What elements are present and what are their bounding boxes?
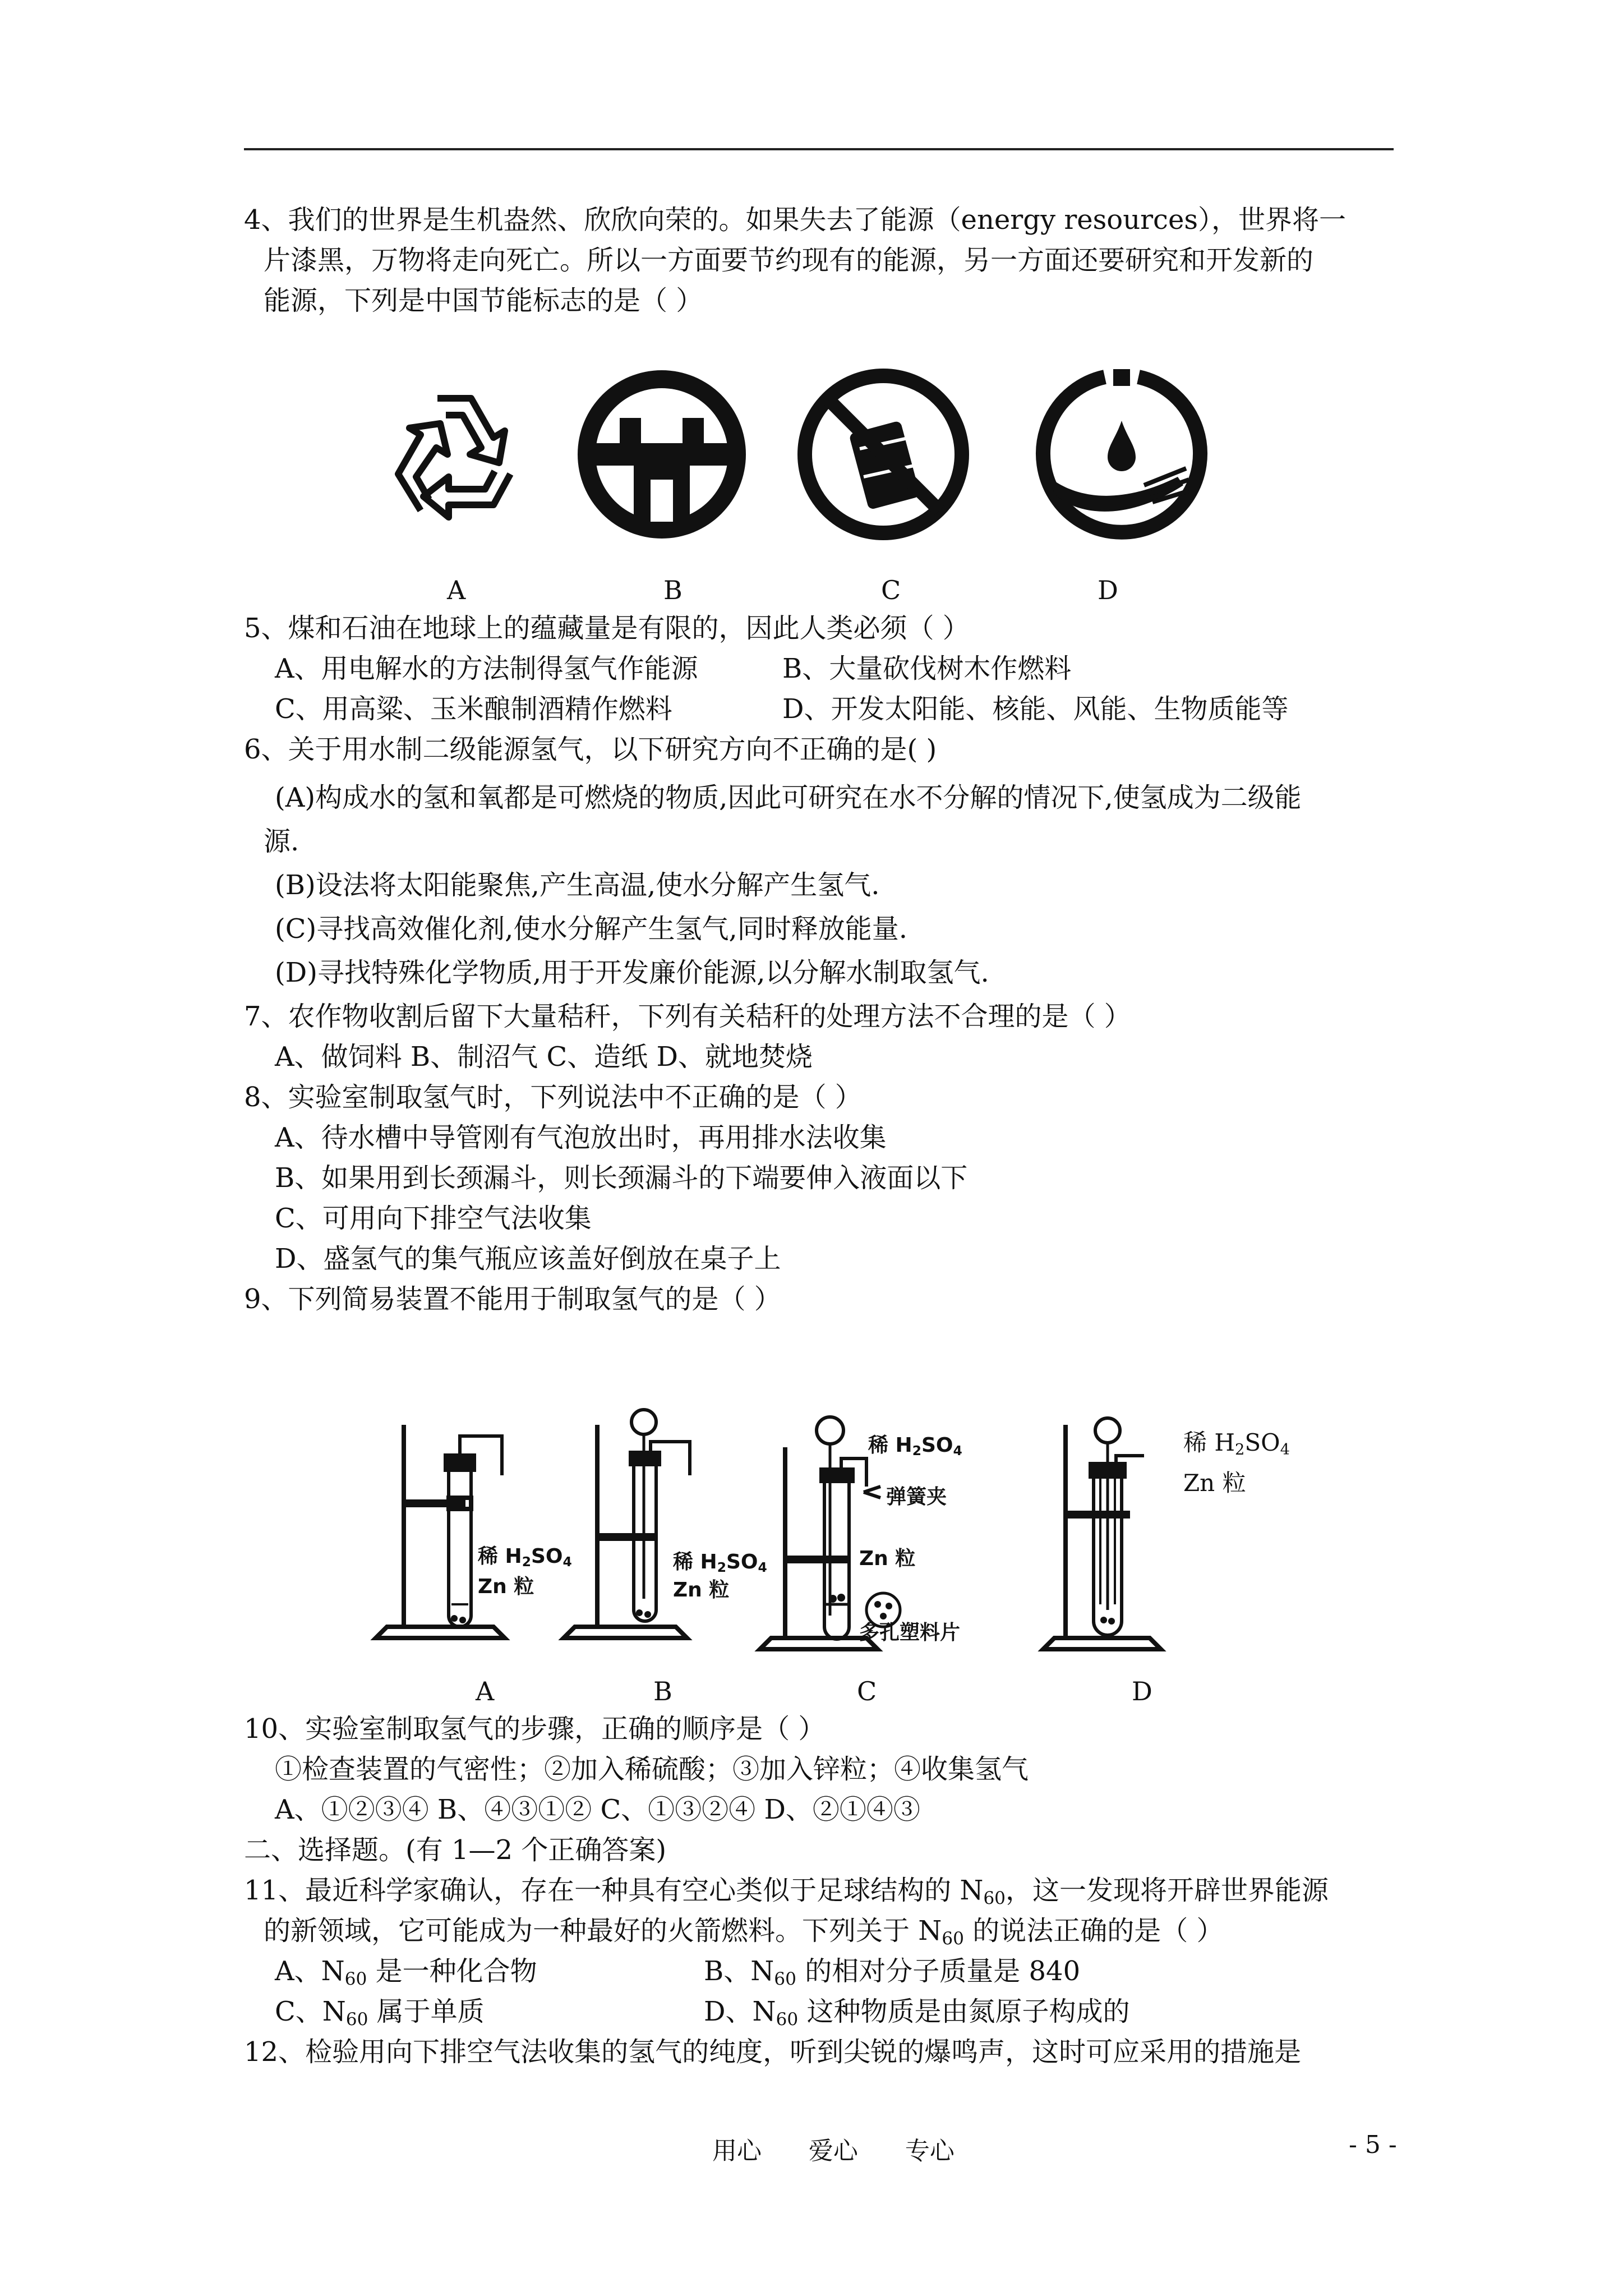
apparatus-c-clip-label: 弹簧夹 xyxy=(886,1485,947,1508)
apparatus-c-acid-label: 稀 $H_2SO_4$ xyxy=(868,1434,962,1458)
q8-option-b: B、如果用到长颈漏斗，则长颈漏斗的下端要伸入液面以下 xyxy=(275,1162,968,1194)
q4-label-a: A xyxy=(447,575,466,605)
footer-motto: 用心 爱心 专心 xyxy=(712,2137,955,2165)
q4-line2: 片漆黑，万物将走向死亡。所以一方面要节约现有的能源，另一方面还要研究和开发新的 xyxy=(264,245,1314,276)
apparatus-d-zn-label: Zn 粒 xyxy=(1183,1469,1246,1497)
q11-option-a: A、$N_{60}$ 是一种化合物 xyxy=(275,1955,537,1989)
q11-line1: 11、最近科学家确认，存在一种具有空心类似于足球结构的 $N_{60}$，这一发现将开辟世界能源 xyxy=(244,1875,1329,1908)
q4-label-c: C xyxy=(881,575,901,605)
q8-option-c: C、可用向下排空气法收集 xyxy=(275,1203,592,1234)
q5-option-d: D、开发太阳能、核能、风能、生物质能等 xyxy=(782,693,1289,725)
q11-line2: 的新领域，它可能成为一种最好的火箭燃料。下列关于 $N_{60}$ 的说法正确的是（ ） xyxy=(264,1915,1224,1949)
no-oil-barrel-logo-icon xyxy=(794,365,973,544)
apparatus-d-diagram xyxy=(1038,1408,1178,1655)
q11-option-d: D、$N_{60}$ 这种物质是由氮原子构成的 xyxy=(704,1996,1130,2030)
q10-stem: 10、实验室制取氢气的步骤，正确的顺序是（ ） xyxy=(244,1713,826,1745)
apparatus-c-zn-label: Zn 粒 xyxy=(859,1547,916,1570)
energy-saving-logo-icon xyxy=(572,365,751,544)
q11-option-b: B、$N_{60}$ 的相对分子质量是 840 xyxy=(704,1955,1081,1989)
header-rule xyxy=(244,148,1394,150)
q6-option-a-line2: 源. xyxy=(264,826,299,857)
q9-label-c: C xyxy=(857,1676,877,1706)
q10-steps: ①检查装置的气密性；②加入稀硫酸；③加入锌粒；④收集氢气 xyxy=(275,1754,1029,1785)
q5-option-c: C、用高粱、玉米酿制酒精作燃料 xyxy=(275,693,672,725)
apparatus-b-diagram xyxy=(552,1397,721,1649)
q4-line1: 4、我们的世界是生机盎然、欣欣向荣的。如果失去了能源（energy resources），世界将一 xyxy=(244,204,1346,236)
q5-option-b: B、大量砍伐树木作燃料 xyxy=(782,653,1072,684)
water-drop-hand-logo-icon xyxy=(1032,365,1211,544)
section-2-heading: 二、选择题。(有 1—2 个正确答案) xyxy=(244,1834,667,1866)
q9-stem: 9、下列简易装置不能用于制取氢气的是（ ） xyxy=(244,1283,781,1315)
q9-label-a: A xyxy=(476,1676,495,1706)
q8-option-d: D、盛氢气的集气瓶应该盖好倒放在桌子上 xyxy=(275,1243,781,1274)
q9-label-d: D xyxy=(1132,1676,1152,1706)
q11-option-c: C、$N_{60}$ 属于单质 xyxy=(275,1996,485,2030)
apparatus-a-diagram xyxy=(365,1414,533,1649)
apparatus-a-zn-label: Zn 粒 xyxy=(478,1575,534,1598)
q7-stem: 7、农作物收割后留下大量秸秆，下列有关秸秆的处理方法不合理的是（ ） xyxy=(244,1001,1131,1032)
q7-options: A、做饲料 B、制沼气 C、造纸 D、就地焚烧 xyxy=(275,1041,813,1073)
apparatus-d-acid-label: 稀 $H_2SO_4$ xyxy=(1183,1429,1290,1458)
q4-label-d: D xyxy=(1098,575,1118,605)
recycle-logo-icon xyxy=(370,370,538,539)
q12-stem: 12、检验用向下排空气法收集的氢气的纯度，听到尖锐的爆鸣声，这时可应采用的措施是 xyxy=(244,2036,1302,2068)
q5-option-a: A、用电解水的方法制得氢气作能源 xyxy=(275,653,698,684)
q10-options: A、①②③④ B、④③①② C、①③②④ D、②①④③ xyxy=(275,1794,920,1825)
q5-stem: 5、煤和石油在地球上的蕴藏量是有限的，因此人类必须（ ） xyxy=(244,613,970,644)
apparatus-b-zn-label: Zn 粒 xyxy=(673,1579,730,1602)
apparatus-b-acid-label: 稀 $H_2SO_4$ xyxy=(673,1550,767,1575)
q6-option-c: (C)寻找高效催化剂,使水分解产生氢气,同时释放能量. xyxy=(275,913,907,945)
spring-clip-icon xyxy=(861,1481,883,1503)
q4-line3: 能源，下列是中国节能标志的是（ ） xyxy=(264,285,703,316)
q6-option-b: (B)设法将太阳能聚焦,产生高温,使水分解产生氢气. xyxy=(275,869,880,901)
apparatus-c-plate-label: 多孔塑料片 xyxy=(859,1621,961,1644)
q6-option-a-line1: (A)构成水的氢和氧都是可燃烧的物质,因此可研究在水不分解的情况下,使氢成为二级能 xyxy=(275,782,1302,813)
q6-stem: 6、关于用水制二级能源氢气，以下研究方向不正确的是( ) xyxy=(244,734,937,765)
q4-label-b: B xyxy=(663,575,683,605)
q8-option-a: A、待水槽中导管刚有气泡放出时，再用排水法收集 xyxy=(275,1122,887,1153)
page-number: - 5 - xyxy=(1349,2131,1397,2159)
q8-stem: 8、实验室制取氢气时，下列说法中不正确的是（ ） xyxy=(244,1082,862,1113)
q9-label-b: B xyxy=(653,1676,672,1706)
apparatus-a-acid-label: 稀 $H_2SO_4$ xyxy=(478,1545,572,1570)
q6-option-d: (D)寻找特殊化学物质,用于开发廉价能源,以分解水制取氢气. xyxy=(275,957,989,988)
